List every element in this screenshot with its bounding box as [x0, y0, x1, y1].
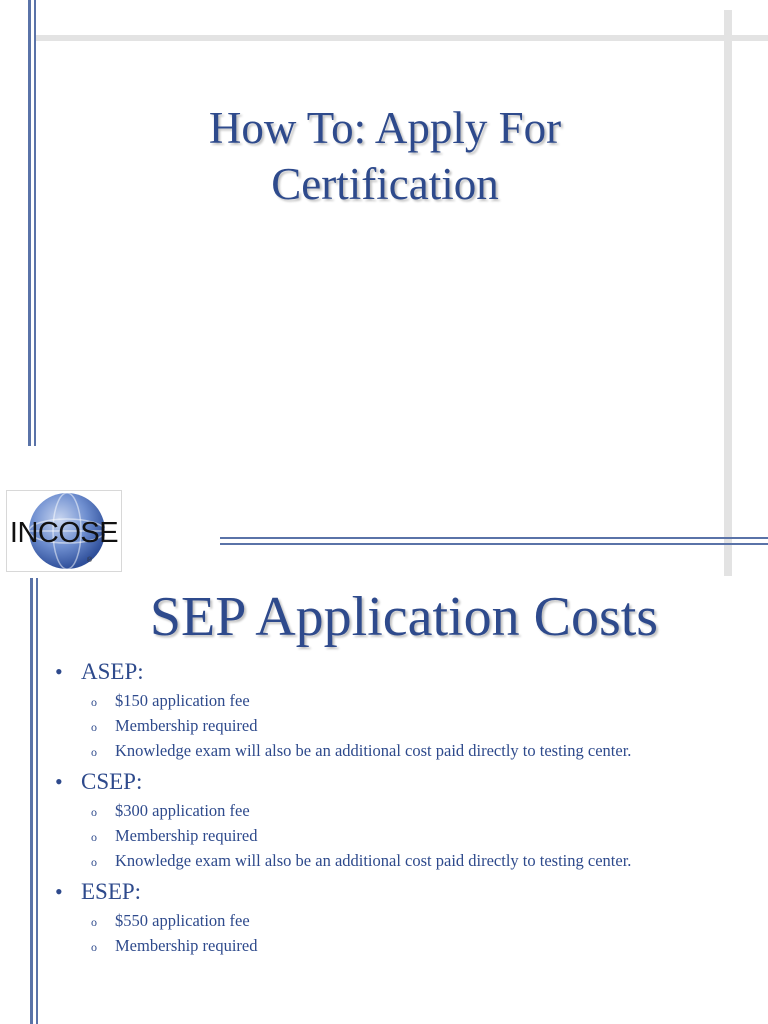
bullet-icon: •: [55, 659, 63, 684]
bullet-icon: •: [55, 769, 63, 794]
list-item-text: $550 application fee: [115, 911, 250, 930]
section-label: CSEP:: [81, 769, 143, 794]
logo-text: INCOSE: [9, 517, 119, 549]
slide-1-title-line-2: Certification: [271, 159, 499, 209]
registered-mark: ®: [87, 557, 93, 564]
slide-1-title: [120, 100, 650, 212]
list-item-text: $150 application fee: [115, 691, 250, 710]
circle-bullet-icon: o: [91, 745, 97, 759]
list-item: [91, 824, 755, 849]
list-item-text: Membership required: [115, 936, 258, 955]
section-label: ESEP:: [81, 879, 142, 904]
section-heading: [55, 657, 755, 687]
list-item-text: Knowledge exam will also be an additional cost paid directly to testing center.: [115, 741, 632, 760]
list-item-text: Knowledge exam will also be an additional cost paid directly to testing center.: [115, 851, 632, 870]
list-item: [91, 799, 755, 824]
slide-2-title: SEP Application Costs: [149, 586, 659, 648]
section-csep: [55, 767, 755, 874]
bullet-icon: •: [55, 879, 63, 904]
list-item: [91, 849, 755, 874]
top-gray-bar: [36, 35, 768, 41]
circle-bullet-icon: o: [91, 720, 97, 734]
right-gray-bar: [724, 10, 732, 576]
circle-bullet-icon: o: [91, 805, 97, 819]
section-heading: [55, 877, 755, 907]
list-item-text: Membership required: [115, 826, 258, 845]
list-item-text: Membership required: [115, 716, 258, 735]
section-label: ASEP:: [81, 659, 144, 684]
slide-2-left-bar-inner: [36, 578, 38, 1024]
slide-2-left-bar-outer: [30, 578, 33, 1024]
slide-1-title-line-1: How To: Apply For: [208, 103, 562, 153]
circle-bullet-icon: o: [91, 855, 97, 869]
list-item: [91, 714, 755, 739]
circle-bullet-icon: o: [91, 915, 97, 929]
list-item: [91, 934, 755, 959]
section-esep: [55, 877, 755, 959]
list-item: [91, 689, 755, 714]
section-heading: [55, 767, 755, 797]
circle-bullet-icon: o: [91, 695, 97, 709]
left-accent-bar-inner: [34, 0, 36, 446]
list-item: [91, 909, 755, 934]
incose-logo: [6, 490, 122, 572]
section-asep: [55, 657, 755, 764]
circle-bullet-icon: o: [91, 830, 97, 844]
list-item: [91, 739, 755, 764]
circle-bullet-icon: o: [91, 940, 97, 954]
left-accent-bar-outer: [28, 0, 31, 446]
divider-line-top: [220, 537, 768, 539]
list-item-text: $300 application fee: [115, 801, 250, 820]
divider-line-bottom: [220, 543, 768, 545]
